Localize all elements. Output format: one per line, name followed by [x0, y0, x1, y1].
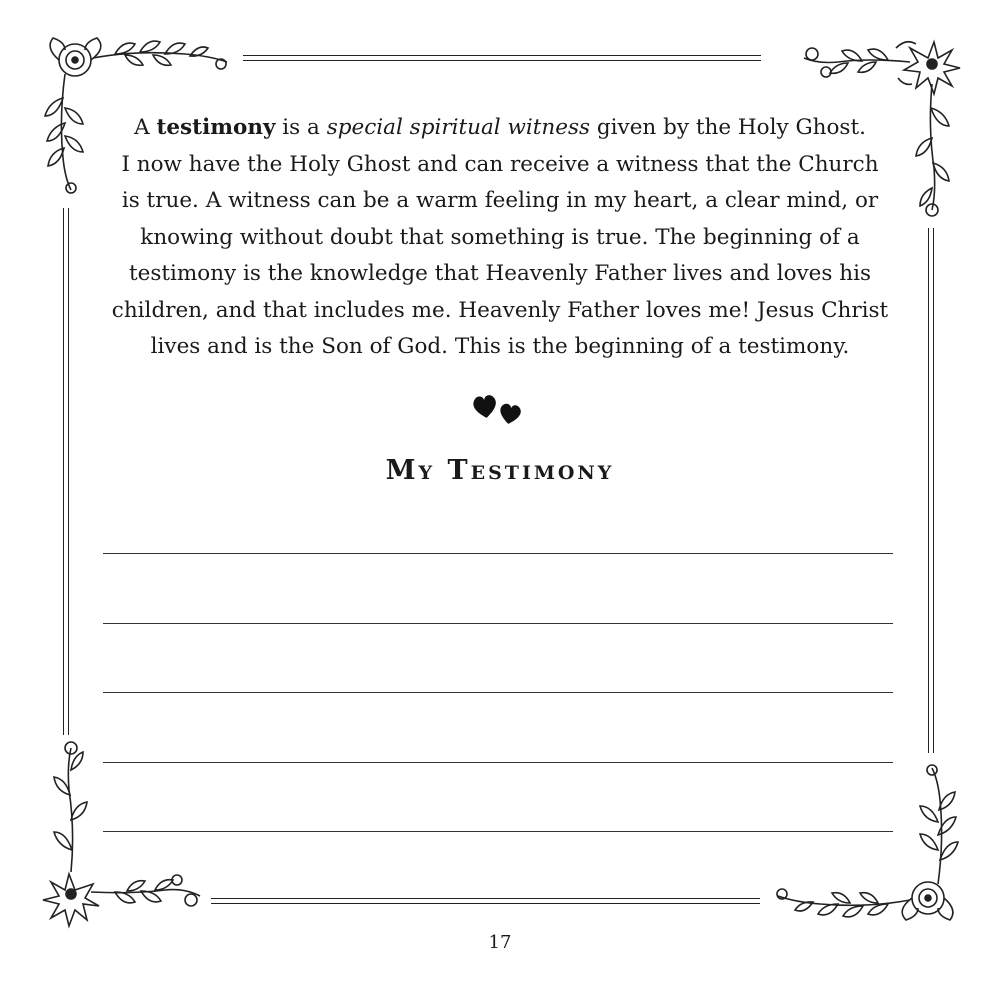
page-number: 17 [488, 932, 512, 953]
left-border-line [63, 208, 69, 735]
term-testimony: testimony [156, 115, 276, 140]
intro-line-1: A testimony is a special spiritual witness given by the Holy Ghost. [134, 115, 866, 140]
intro-line-4: knowing without doubt that something is true. The beginning of a [140, 224, 860, 250]
writing-line[interactable] [103, 553, 893, 554]
intro-line-2: I now have the Holy Ghost and can receive a witness that the Church [121, 151, 879, 177]
bottom-border-line [211, 898, 760, 904]
top-border-line [243, 55, 761, 61]
intro-line-3: is true. A witness can be a warm feeling in my heart, a clear mind, or [121, 188, 879, 213]
writing-line[interactable] [103, 831, 893, 832]
right-border-line [928, 228, 934, 753]
section-heading: My Testimony [385, 455, 615, 486]
intro-paragraph [110, 110, 890, 366]
writing-line[interactable] [103, 762, 893, 763]
floral-corner-bottom-left-icon [35, 740, 210, 930]
floral-corner-bottom-right-icon [770, 762, 970, 932]
hearts-icon [470, 392, 530, 432]
writing-line[interactable] [103, 692, 893, 693]
intro-line-6: children, and that includes me. Heavenly Father loves me! Jesus Christ [111, 297, 889, 323]
intro-line-5: testimony is the knowledge that Heavenly Father lives and loves his [128, 261, 872, 286]
emphasis-special-spiritual-witness: special spiritual witness [326, 115, 591, 140]
intro-line-7: lives and is the Son of God. This is the beginning of a testimony. [150, 334, 850, 359]
writing-line[interactable] [103, 623, 893, 624]
